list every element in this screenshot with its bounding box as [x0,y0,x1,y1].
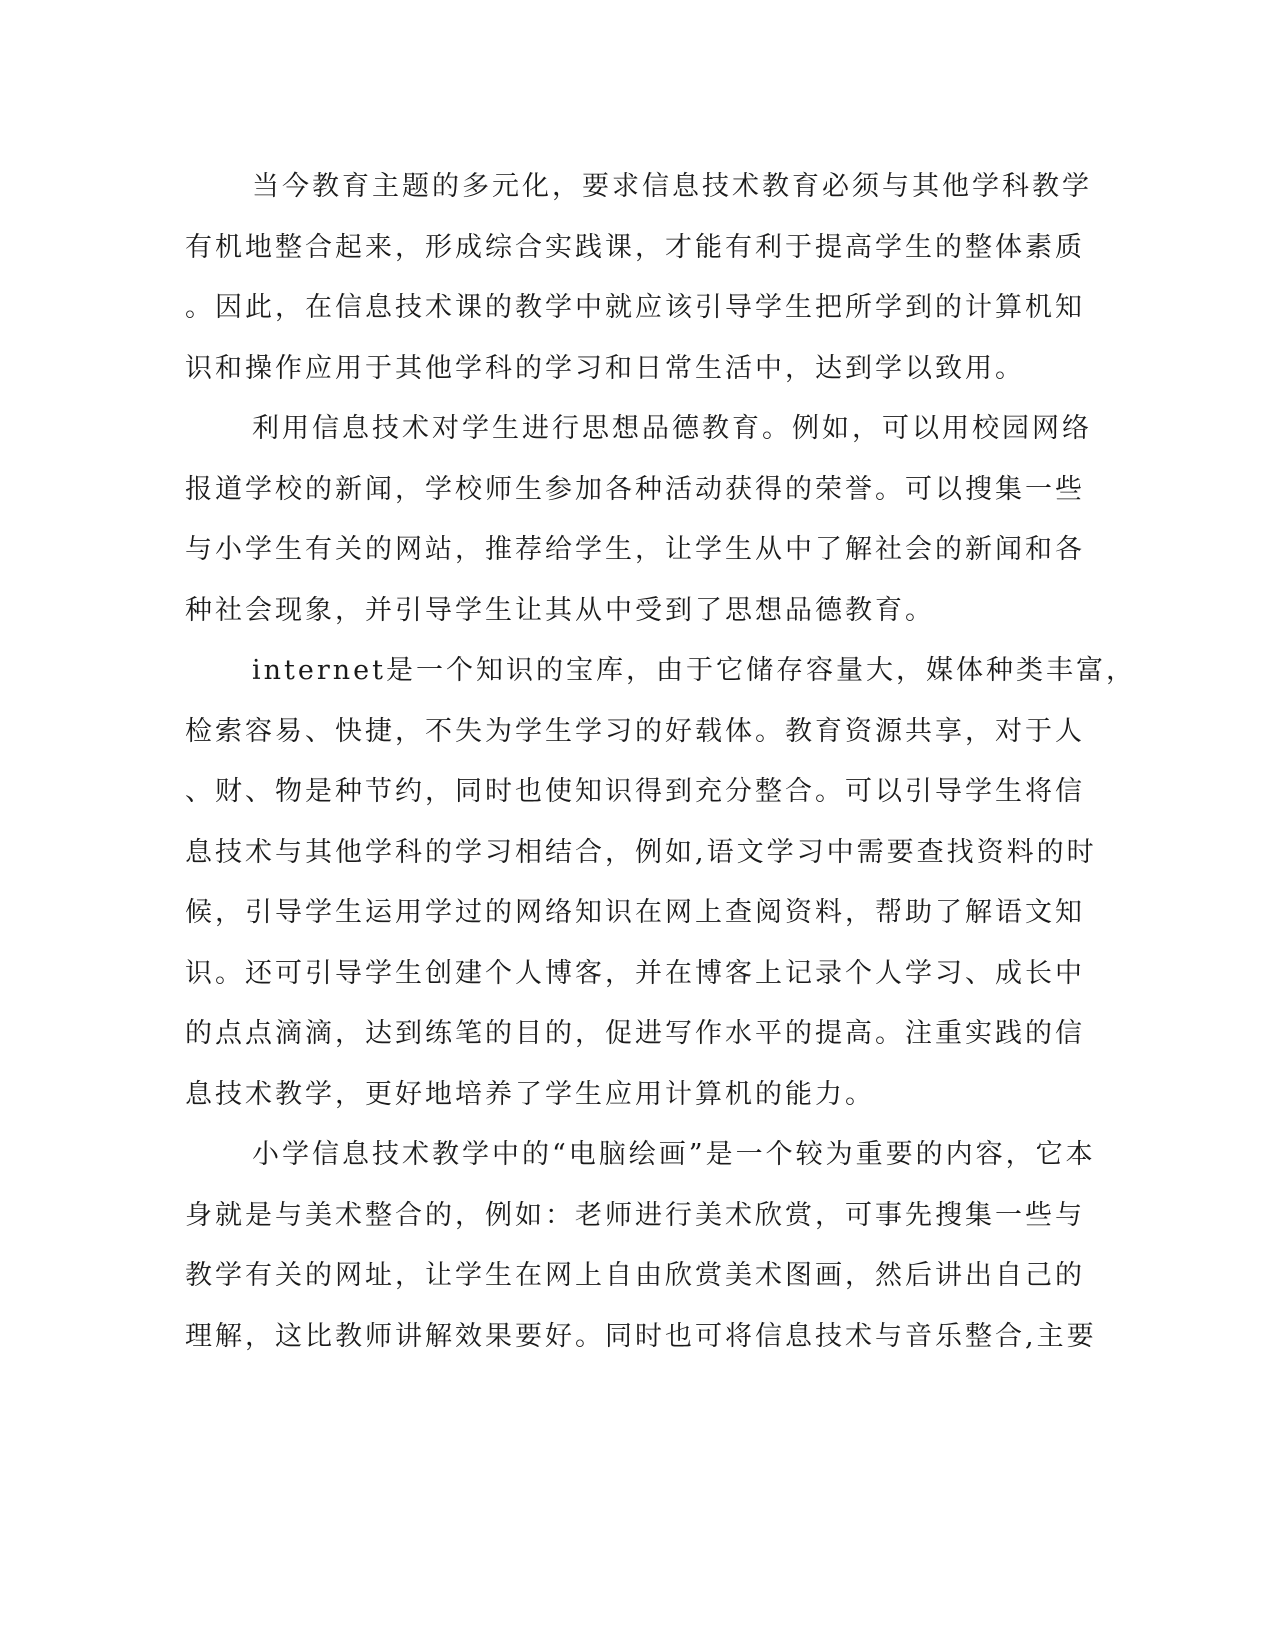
text-line: 身就是与美术整合的，例如：老师进行美术欣赏，可事先搜集一些与 [185,1199,1085,1231]
text-line: 有机地整合起来，形成综合实践课，才能有利于提高学生的整体素质 [185,231,1085,263]
text-line: internet是一个知识的宝库，由于它储存容量大，媒体种类丰富， [252,655,1136,686]
text-line: 教学有关的网址，让学生在网上自由欣赏美术图画，然后讲出自己的 [185,1260,1085,1291]
text-line: 利用信息技术对学生进行思想品德教育。例如，可以用校园网络 [252,413,1092,444]
text-line: 小学信息技术教学中的“电脑绘画”是一个较为重要的内容，它本 [252,1139,1096,1170]
text-line: 报道学校的新闻，学校师生参加各种活动获得的荣誉。可以搜集一些 [185,473,1085,505]
text-line: 识。还可引导学生创建个人博客，并在博客上记录个人学习、成长中 [185,957,1085,989]
text-line: 当今教育主题的多元化，要求信息技术教育必须与其他学科教学 [252,171,1092,202]
paragraph-2 [185,399,1092,641]
text-line: 与小学生有关的网站，推荐给学生，让学生从中了解社会的新闻和各 [185,534,1085,565]
text-line: 、财、物是种节约，同时也使知识得到充分整合。可以引导学生将信 [185,776,1085,807]
text-line: 息技术与其他学科的学习相结合，例如,语文学习中需要查找资料的时 [185,836,1097,868]
text-line: 种社会现象，并引导学生让其从中受到了思想品德教育。 [185,594,935,626]
text-line: 理解，这比教师讲解效果要好。同时也可将信息技术与音乐整合,主要 [185,1320,1097,1352]
text-line: 。因此，在信息技术课的教学中就应该引导学生把所学到的计算机知 [185,292,1085,323]
paragraph-1 [185,157,1092,399]
text-line: 识和操作应用于其他学科的学习和日常生活中，达到学以致用。 [185,352,1025,384]
document-body [185,157,1136,1367]
text-line: 息技术教学，更好地培养了学生应用计算机的能力。 [185,1078,875,1110]
text-line: 的点点滴滴，达到练笔的目的，促进写作水平的提高。注重实践的信 [185,1018,1085,1049]
text-line: 检索容易、快捷，不失为学生学习的好载体。教育资源共享，对于人 [185,715,1085,747]
paragraph-4 [185,1125,1097,1367]
text-line: 候，引导学生运用学过的网络知识在网上查阅资料，帮助了解语文知 [185,897,1085,928]
paragraph-3 [185,641,1136,1125]
